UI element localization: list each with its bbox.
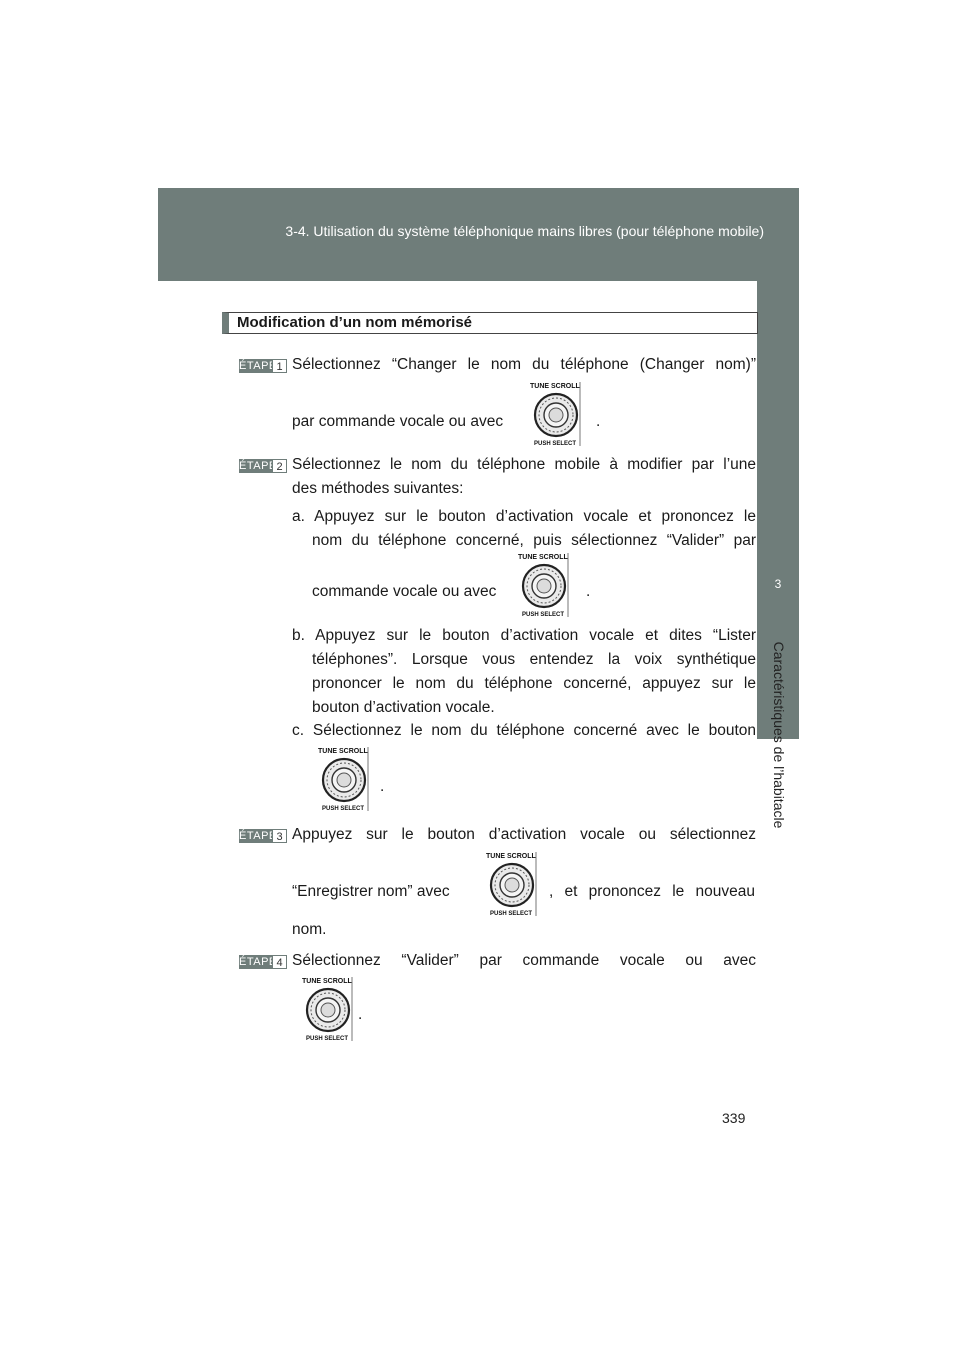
knob-bottom-label: PUSH SELECT (490, 911, 533, 917)
page-number: 339 (722, 1110, 746, 1126)
step2-item-c-end: . (380, 778, 385, 795)
tune-push-knob-icon (516, 551, 578, 624)
tune-push-knob-icon (300, 975, 362, 1048)
tune-push-knob-icon (316, 745, 378, 818)
step-number: 3 (272, 829, 287, 843)
knob-top-label: TUNE SCROLL (302, 978, 352, 985)
knob-top-label: TUNE SCROLL (518, 554, 568, 561)
step-word: ÉTAPE (239, 360, 277, 372)
step2-item-a-line3: commande vocale ou avec (312, 583, 497, 600)
breadcrumb: 3-4. Utilisation du système téléphonique mains libres (pour téléphone mobile) (285, 223, 764, 239)
step1-line2: par commande vocale ou avec (292, 413, 504, 430)
step4-end: . (358, 1006, 363, 1023)
tune-push-knob-icon (528, 380, 590, 453)
step2-item-a-end: . (586, 583, 591, 600)
step2-item-a-line1: a. Appuyez sur le bouton d’activation vocale et prononcez le (292, 508, 756, 525)
step-badge-1 (239, 359, 287, 373)
step-number: 2 (272, 459, 287, 473)
chapter-number: 3 (774, 577, 782, 591)
step1-end: . (596, 413, 601, 430)
step2-item-b-line4: bouton d’activation vocale. (312, 699, 495, 716)
knob-bottom-label: PUSH SELECT (522, 612, 565, 618)
step3-line3: nom. (292, 921, 327, 938)
knob-top-label: TUNE SCROLL (486, 853, 536, 860)
step3-line2b: , et prononcez le nouveau (549, 883, 755, 900)
knob-bottom-label: PUSH SELECT (322, 806, 365, 812)
step2-item-c-line1: c. Sélectionnez le nom du téléphone concerné avec le bouton (292, 722, 756, 739)
step1-line1: Sélectionnez “Changer le nom du téléphone (Changer nom)” (292, 356, 756, 373)
step2-line1: Sélectionnez le nom du téléphone mobile à modifier par l’une (292, 456, 756, 473)
step-word: ÉTAPE (239, 460, 277, 472)
step2-item-b-line2: téléphones”. Lorsque vous entendez la voix synthétique (312, 651, 756, 668)
knob-top-label: TUNE SCROLL (530, 383, 580, 390)
knob-bottom-label: PUSH SELECT (534, 441, 577, 447)
step3-line2a: “Enregistrer nom” avec (292, 883, 450, 900)
knob-bottom-label: PUSH SELECT (306, 1036, 349, 1042)
step2-line2: des méthodes suivantes: (292, 480, 464, 497)
knob-top-label: TUNE SCROLL (318, 748, 368, 755)
step-number: 1 (272, 359, 287, 373)
step-badge-2 (239, 459, 287, 473)
step3-line1: Appuyez sur le bouton d’activation vocale ou sélectionnez (292, 826, 756, 843)
tune-push-knob-icon (484, 850, 546, 923)
step2-item-b-line3: prononcer le nom du téléphone concerné, appuyez sur le (312, 675, 756, 692)
step-word: ÉTAPE (239, 830, 277, 842)
chapter-side-label: Caractéristiques de l’habitacle (771, 641, 787, 829)
step4-line1: Sélectionnez “Valider” par commande vocale ou avec (292, 952, 756, 969)
step-badge-4 (239, 955, 287, 969)
step2-item-a-line2: nom du téléphone concerné, puis sélectionnez “Valider” par (312, 532, 756, 549)
step-number: 4 (272, 955, 287, 969)
step-badge-3 (239, 829, 287, 843)
step2-item-b-line1: b. Appuyez sur le bouton d’activation vocale et dites “Lister (292, 627, 756, 644)
step-word: ÉTAPE (239, 956, 277, 968)
chapter-header (158, 188, 799, 281)
section-title: Modification d’un nom mémorisé (222, 312, 758, 334)
